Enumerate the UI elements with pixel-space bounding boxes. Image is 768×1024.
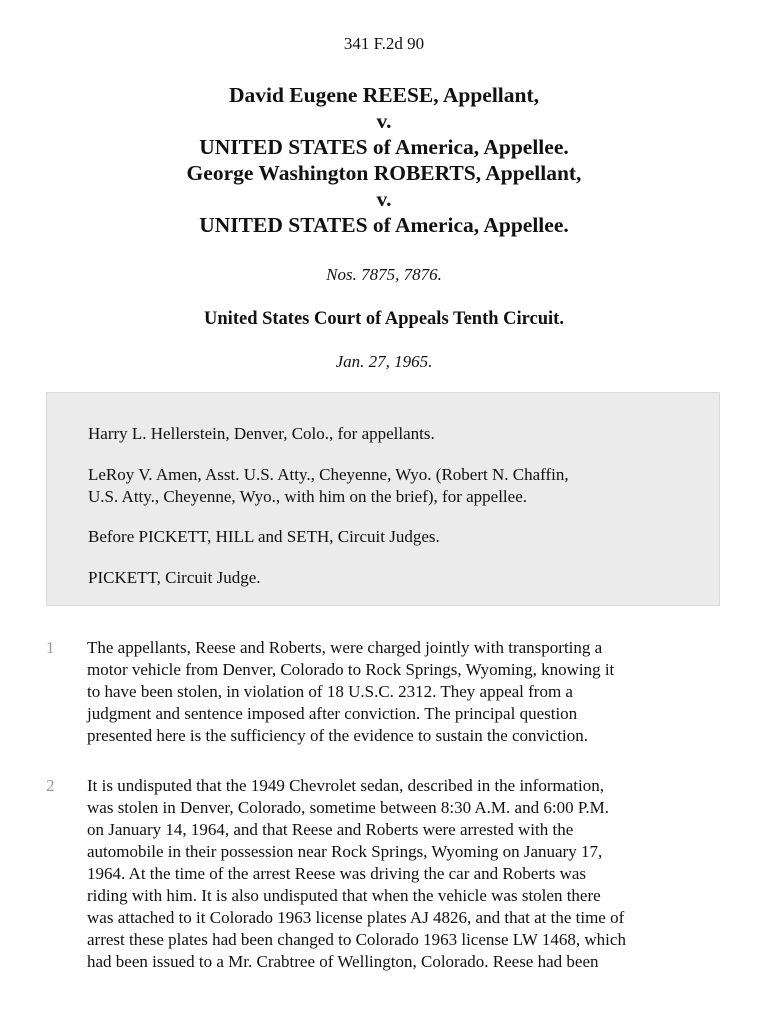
paragraph-line: was stolen in Denver, Colorado, sometime between 8:30 A.M. and 6:00 P.M. (87, 798, 610, 817)
case-caption (0, 82, 768, 238)
appellee-counsel-line: LeRoy V. Amen, Asst. U.S. Atty., Cheyenne, Wyo. (Robert N. Chaffin, (88, 465, 569, 484)
caption-line: UNITED STATES of America, Appellee. (199, 213, 569, 237)
paragraph-line: automobile in their possession near Rock Springs, Wyoming on January 17, (87, 842, 603, 861)
paragraph-line: was attached to it Colorado 1963 license plates AJ 4826, and that at the time of (87, 908, 625, 927)
paragraph-line: on January 14, 1964, and that Reese and Roberts were arrested with the (87, 820, 574, 839)
paragraph-line: presented here is the sufficiency of the evidence to sustain the conviction. (87, 726, 589, 745)
case-citation: 341 F.2d 90 (343, 34, 425, 53)
paragraph-number: 2 (46, 776, 55, 795)
paragraph-line: The appellants, Reese and Roberts, were charged jointly with transporting a (87, 638, 603, 657)
paragraph-line: judgment and sentence imposed after conviction. The principal question (87, 704, 578, 723)
appellee-counsel (88, 464, 688, 508)
counsel-box (46, 392, 720, 606)
paragraph-line: had been issued to a Mr. Crabtree of Wellington, Colorado. Reese had been (87, 952, 599, 971)
caption-line: David Eugene REESE, Appellant, (228, 83, 540, 107)
paragraph-text (87, 637, 727, 747)
paragraph-line: It is undisputed that the 1949 Chevrolet sedan, described in the information, (87, 776, 604, 795)
caption-line: v. (376, 109, 392, 133)
caption-line: UNITED STATES of America, Appellee. (199, 135, 569, 159)
panel-judges: Before PICKETT, HILL and SETH, Circuit Judges. (88, 527, 440, 546)
paragraph-line: motor vehicle from Denver, Colorado to Rock Springs, Wyoming, knowing it (87, 660, 615, 679)
court-name: United States Court of Appeals Tenth Circuit. (204, 309, 564, 329)
paragraph-line: riding with him. It is also undisputed that when the vehicle was stolen there (87, 886, 601, 905)
docket-numbers: Nos. 7875, 7876. (326, 265, 442, 284)
appellee-counsel-line: U.S. Atty., Cheyenne, Wyo., with him on the brief), for appellee. (88, 487, 527, 506)
paragraph-line: 1964. At the time of the arrest Reese was driving the car and Roberts was (87, 864, 587, 883)
opinion-author: PICKETT, Circuit Judge. (88, 568, 261, 587)
appellants-counsel: Harry L. Hellerstein, Denver, Colo., for appellants. (88, 424, 435, 443)
paragraph-text (87, 775, 727, 973)
paragraph-number: 1 (46, 638, 55, 657)
paragraph-line: arrest these plates had been changed to Colorado 1963 license LW 1468, which (87, 930, 626, 949)
caption-line: v. (376, 187, 392, 211)
decision-date: Jan. 27, 1965. (335, 352, 433, 371)
paragraph-line: to have been stolen, in violation of 18 U.S.C. 2312. They appeal from a (87, 682, 573, 701)
caption-line: George Washington ROBERTS, Appellant, (186, 161, 582, 185)
